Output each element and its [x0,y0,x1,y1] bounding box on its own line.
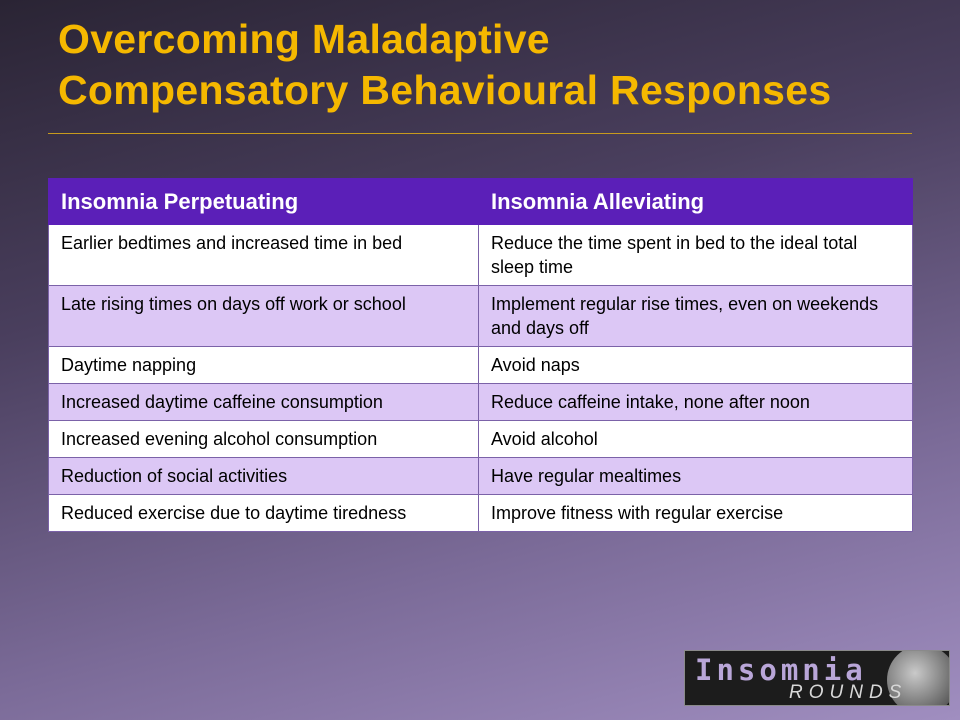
title-divider [48,133,912,134]
cell-perpetuating: Increased evening alcohol consumption [49,421,479,458]
cell-perpetuating: Reduction of social activities [49,458,479,495]
cell-perpetuating: Increased daytime caffeine consumption [49,384,479,421]
cell-perpetuating: Late rising times on days off work or school [49,286,479,347]
table-row [49,458,913,495]
cell-perpetuating: Daytime napping [49,347,479,384]
cell-alleviating: Improve fitness with regular exercise [479,495,913,532]
cell-perpetuating: Reduced exercise due to daytime tiredness [49,495,479,532]
table-row [49,495,913,532]
table-header-row [49,179,913,225]
cell-alleviating: Reduce the time spent in bed to the ideal total sleep time [479,225,913,286]
table-row [49,225,913,286]
cell-alleviating: Reduce caffeine intake, none after noon [479,384,913,421]
header-alleviating: Insomnia Alleviating [479,179,913,225]
table-row [49,384,913,421]
slide-title [58,14,918,116]
logo-text-bottom: ROUNDS [789,682,908,703]
slide-title-line2: Compensatory Behavioural Responses [58,67,832,113]
behaviour-table [48,178,913,532]
table-row [49,421,913,458]
logo-text-top: Insomnia [695,653,867,687]
table-row [49,347,913,384]
cell-perpetuating: Earlier bedtimes and increased time in bed [49,225,479,286]
insomnia-rounds-logo [684,650,950,706]
cell-alleviating: Avoid alcohol [479,421,913,458]
cell-alleviating: Have regular mealtimes [479,458,913,495]
table-row [49,286,913,347]
header-perpetuating: Insomnia Perpetuating [49,179,479,225]
cell-alleviating: Avoid naps [479,347,913,384]
slide-title-line1: Overcoming Maladaptive [58,16,550,62]
cell-alleviating: Implement regular rise times, even on weekends and days off [479,286,913,347]
